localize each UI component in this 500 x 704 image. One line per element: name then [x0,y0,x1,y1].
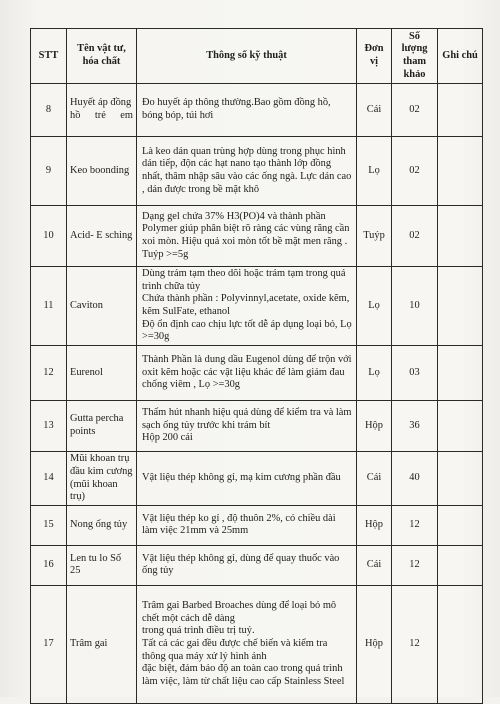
cell-note [438,137,483,206]
header-row [31,29,483,84]
supplies-table [30,28,483,704]
cell-unit: Cái [357,452,392,506]
cell-note [438,505,483,545]
header-note: Ghi chú [438,29,483,84]
table-row [31,206,483,267]
cell-qty: 10 [392,267,438,346]
cell-stt: 9 [31,137,67,206]
cell-note [438,401,483,452]
cell-name: Keo boonding [67,137,137,206]
cell-stt: 10 [31,206,67,267]
cell-note [438,346,483,401]
cell-name: Mũi khoan trụ đầu kim cương (mũi khoan trụ) [67,452,137,506]
cell-unit: Hộp [357,401,392,452]
cell-name: Eurenol [67,346,137,401]
cell-stt: 11 [31,267,67,346]
cell-stt: 13 [31,401,67,452]
cell-name: Len tu lo Số 25 [67,545,137,585]
cell-qty: 12 [392,505,438,545]
cell-stt: 17 [31,585,67,703]
cell-name: Huyết áp đồng hồ trẻ em [67,84,137,137]
cell-qty: 40 [392,452,438,506]
table-row [31,84,483,137]
cell-unit: Lọ [357,137,392,206]
cell-qty: 02 [392,206,438,267]
cell-name: Nong ống tủy [67,505,137,545]
cell-stt: 15 [31,505,67,545]
table-row [31,545,483,585]
cell-qty: 02 [392,137,438,206]
table-row [31,585,483,703]
cell-spec: Vật liệu thép ko gỉ , độ thuôn 2%, có chiều dài làm việc 21mm và 25mm [137,505,357,545]
cell-unit: Hộp [357,585,392,703]
table-row [31,137,483,206]
cell-qty: 12 [392,545,438,585]
header-stt: STT [31,29,67,84]
cell-note [438,545,483,585]
cell-unit: Tuýp [357,206,392,267]
cell-qty: 36 [392,401,438,452]
cell-spec: Là keo dán quan trùng hợp dùng trong phục hình dán tiếp, độn các hạt nano tạo thành lớp đồng nhất, thâm nhập sâu vào các ống ngà. Lực dán cao , dán được trong bề mặt khô [137,137,357,206]
cell-spec: Dùng trám tạm theo dõi hoặc trám tạm trong quá trình chữa tủy Chứa thành phần : Polyvinnyl,acetate, oxide kẽm, kẽm SulFate, ethanol Độ ổn định cao chịu lực tốt dễ áp dụng loại bỏ, Lọ >=30g [137,267,357,346]
cell-unit: Cái [357,84,392,137]
table-row [31,401,483,452]
cell-spec: Đo huyết áp thông thường.Bao gồm đồng hồ, bóng bóp, túi hơi [137,84,357,137]
cell-note [438,206,483,267]
cell-unit: Hộp [357,505,392,545]
cell-name: Acid- E sching [67,206,137,267]
cell-spec: Vật liệu thép không gỉ, dùng để quay thuốc vào ống tủy [137,545,357,585]
table-row [31,505,483,545]
cell-spec: Thành Phần là dung dầu Eugenol dùng để trộn với oxit kẽm hoặc các vật liệu khác để làm giảm đau chống viêm , Lọ >=30g [137,346,357,401]
table-row [31,452,483,506]
cell-note [438,267,483,346]
cell-unit: Lọ [357,346,392,401]
header-qty: Số lượng tham khảo [392,29,438,84]
cell-unit: Cái [357,545,392,585]
header-name: Tên vật tư, hóa chất [67,29,137,84]
header-unit: Đơn vị [357,29,392,84]
cell-spec: Vật liệu thép không gỉ, mạ kim cương phần đầu [137,452,357,506]
cell-name: Caviton [67,267,137,346]
cell-note [438,84,483,137]
cell-unit: Lọ [357,267,392,346]
cell-stt: 8 [31,84,67,137]
cell-stt: 16 [31,545,67,585]
cell-note [438,585,483,703]
cell-qty: 03 [392,346,438,401]
cell-stt: 12 [31,346,67,401]
cell-spec: Trâm gai Barbed Broaches dùng để loại bỏ mô chết một cách dễ dàng trong quá trình điều trị tuỷ. Tất cả các gai đều được chế biến và kiểm tra thông qua máy xử lý hình ảnh đặc biệt, đảm bảo độ an toàn cao trong quá trình làm việc, làm từ chất liệu cao cấp Stainless Steel [137,585,357,703]
cell-spec: Dạng gel chứa 37% H3(PO)4 và thành phần Polymer giúp phân biệt rõ ràng các vùng răng cần xoi mòn. Hiệu quả xoi mòn tốt bề mặt men răng . Tuýp >=5g [137,206,357,267]
cell-qty: 02 [392,84,438,137]
cell-note [438,452,483,506]
header-spec: Thông số kỹ thuật [137,29,357,84]
cell-name: Trâm gai [67,585,137,703]
cell-spec: Thấm hút nhanh hiệu quả dùng để kiểm tra và làm sạch ống tủy trước khi trám bít Hộp 200 cái [137,401,357,452]
table-row [31,346,483,401]
cell-stt: 14 [31,452,67,506]
cell-name: Gutta percha points [67,401,137,452]
table-row [31,267,483,346]
cell-qty: 12 [392,585,438,703]
